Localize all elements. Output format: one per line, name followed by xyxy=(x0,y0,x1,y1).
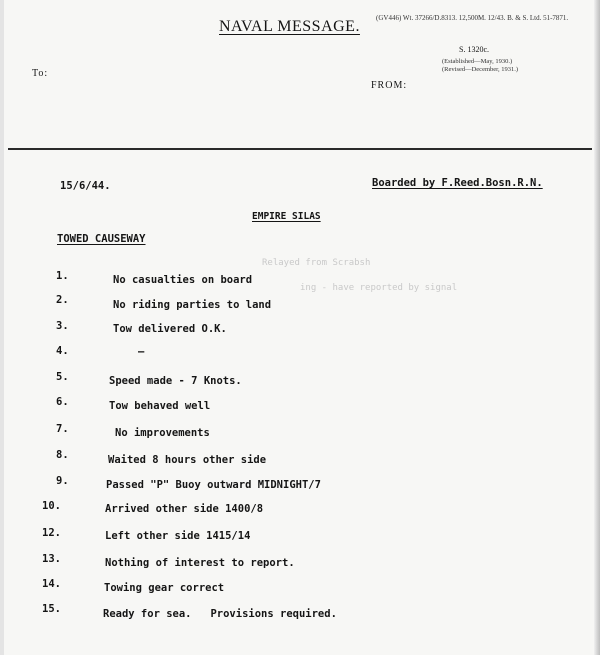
item-number: 15. xyxy=(42,603,61,615)
ship-name: EMPIRE SILAS xyxy=(252,211,321,222)
bleed-through-line-2: ing - have reported by signal xyxy=(300,283,458,293)
item-number: 8. xyxy=(56,449,69,461)
item-text: Ready for sea. Provisions required. xyxy=(103,608,337,620)
form-established-date xyxy=(442,58,518,74)
item-number: 3. xyxy=(56,320,69,332)
item-text: No casualties on board xyxy=(113,274,253,286)
item-number: 14. xyxy=(42,578,61,590)
from-label: FROM: xyxy=(371,80,408,91)
item-text: Nothing of interest to report. xyxy=(105,557,295,569)
item-text: Towing gear correct xyxy=(104,582,225,594)
revised-line: (Revised—December, 1931.) xyxy=(442,66,519,73)
item-number: 1. xyxy=(56,270,69,282)
item-text: Tow delivered O.K. xyxy=(113,323,227,335)
item-text: Passed "P" Buoy outward MIDNIGHT/7 xyxy=(106,479,321,491)
item-text: — xyxy=(138,346,145,358)
form-title: NAVAL MESSAGE. xyxy=(219,18,360,35)
item-text: Tow behaved well xyxy=(109,400,211,412)
message-date: 15/6/44. xyxy=(60,180,111,192)
scan-edge-left xyxy=(0,0,4,655)
established-line: (Established—May, 1930.) xyxy=(442,58,513,65)
scan-edge-right xyxy=(594,0,600,655)
item-number: 5. xyxy=(56,371,69,383)
section-heading: TOWED CAUSEWAY xyxy=(57,233,146,245)
item-text: Arrived other side 1400/8 xyxy=(105,503,264,515)
bleed-through-line-1: Relayed from Scrabsh xyxy=(262,258,371,268)
item-number: 12. xyxy=(42,527,61,539)
header-divider xyxy=(8,148,592,150)
printer-imprint: (GV446) Wt. 37266/D.8313. 12,500M. 12/43. B. & S. Ltd. 51-7871. xyxy=(376,14,569,22)
item-text: No riding parties to land xyxy=(113,299,272,311)
to-label: To: xyxy=(32,68,49,79)
item-number: 2. xyxy=(56,294,69,306)
item-text: Speed made - 7 Knots. xyxy=(109,375,242,387)
item-number: 7. xyxy=(56,423,69,435)
item-text: Left other side 1415/14 xyxy=(105,530,251,542)
item-number: 13. xyxy=(42,553,61,565)
item-number: 6. xyxy=(56,396,69,408)
item-number: 10. xyxy=(42,500,61,512)
item-number: 4. xyxy=(56,345,69,357)
boarded-by: Boarded by F.Reed.Bosn.R.N. xyxy=(372,177,543,189)
form-number: S. 1320c. xyxy=(459,45,489,54)
item-number: 9. xyxy=(56,475,69,487)
item-text: Waited 8 hours other side xyxy=(108,454,267,466)
item-text: No improvements xyxy=(115,427,210,439)
